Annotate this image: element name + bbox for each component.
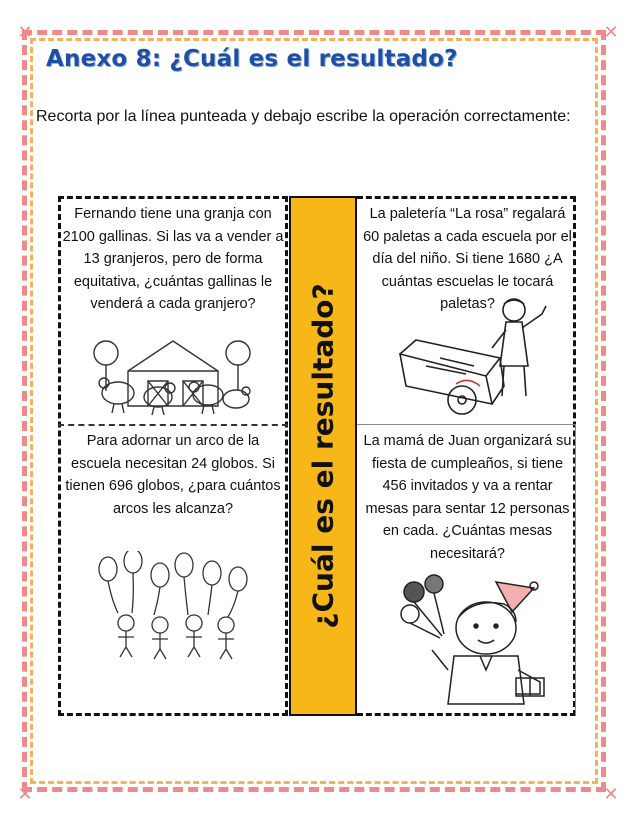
page-title: Anexo 8: ¿Cuál es el resultado? <box>46 46 458 72</box>
card-problem-text: La paletería “La rosa” regalará 60 paletas a cada escuela por el día del niño. Si tiene 1680 ¿A cuántas escuelas le tocará paletas? <box>363 206 572 312</box>
card-problem-text: Para adornar un arco de la escuela necesitan 24 globos. Si tienen 696 globos, ¿para cuántos arcos les alcanza? <box>65 433 281 517</box>
instruction-text: Recorta por la línea punteada y debajo escribe la operación correctamente: <box>36 108 571 125</box>
cut-line-middle <box>58 424 288 426</box>
popsicle-cart-icon <box>396 296 566 416</box>
kids-balloons-icon <box>88 551 258 661</box>
corner-star-icon: ✕ <box>603 784 619 805</box>
center-band-label: ¿Cuál es el resultado? <box>306 283 340 629</box>
corner-star-icon: ✕ <box>17 22 33 43</box>
card-problem-text: Fernando tiene una granja con 2100 gallinas. Si las va a vender a 13 granjeros, pero de forma equitativa, ¿cuántas gallinas le venderá a cada granjero? <box>62 206 284 312</box>
farm-hens-icon <box>88 331 258 417</box>
corner-star-icon: ✕ <box>17 784 33 805</box>
cutout-sheet <box>58 196 576 716</box>
card-problem-text: La mamá de Juan organizará su fiesta de cumpleaños, si tiene 456 invitados y va a rentar mesas para sentar 12 personas en cada. ¿Cuántas mesas necesitará? <box>363 433 572 562</box>
birthday-boy-icon <box>384 574 564 709</box>
corner-star-icon: ✕ <box>603 22 619 43</box>
